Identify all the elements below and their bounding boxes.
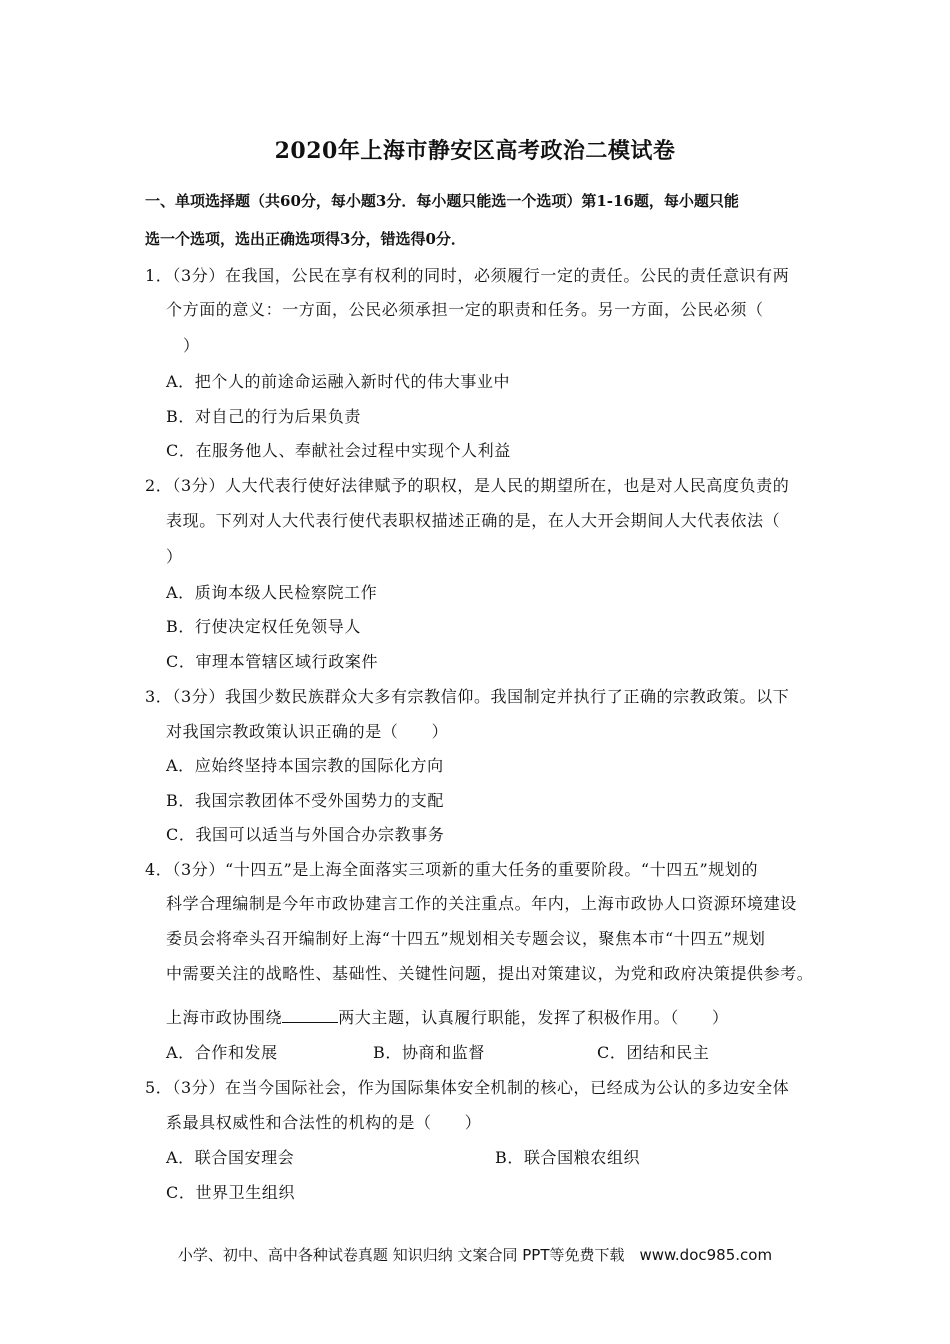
- question-4-option-b: B．协商和监督: [373, 1043, 485, 1062]
- footer-watermark: 小学、初中、高中各种试卷真题 知识归纳 文案合同 PPT等免费下载 www.doc985.com: [177, 1246, 773, 1264]
- section-heading-line-2: 选一个选项，选出正确选项得3分，错选得0分．: [145, 230, 466, 248]
- question-1-line-1: 1．（3分）在我国，公民在享有权利的同时，必须履行一定的责任。公民的责任意识有两: [145, 266, 790, 285]
- question-4-line-2: 科学合理编制是今年市政协建言工作的关注重点。年内，上海市政协人口资源环境建设: [166, 894, 797, 913]
- question-3-option-b: B．我国宗教团体不受外国势力的支配: [166, 791, 444, 810]
- question-4-line-5: [166, 1005, 729, 1028]
- question-5-option-b: B．联合国粮农组织: [495, 1148, 641, 1167]
- question-3-line-1: 3．（3分）我国少数民族群众大多有宗教信仰。我国制定并执行了正确的宗教政策。以下: [145, 687, 790, 706]
- page-title: 2020年上海市静安区高考政治二模试卷: [274, 138, 676, 164]
- question-2-line-3: ）: [166, 547, 183, 566]
- section-heading-line-1: 一、单项选择题（共60分，每小题3分．每小题只能选一个选项）第1-16题，每小题只能: [145, 192, 739, 210]
- question-3-option-c: C．我国可以适当与外国合办宗教事务: [166, 825, 445, 844]
- answer-blank: [282, 1008, 338, 1023]
- question-5-line-2: 系最具权威性和合法性的机构的是（ ）: [166, 1113, 482, 1132]
- question-2-option-a: A．质询本级人民检察院工作: [166, 583, 378, 602]
- question-4-line-1: 4．（3分）“十四五”是上海全面落实三项新的重大任务的重要阶段。“十四五”规划的: [145, 860, 759, 879]
- question-1-option-c: C．在服务他人、奉献社会过程中实现个人利益: [166, 441, 511, 460]
- question-4-line-5-start: 上海市政协围绕: [166, 1008, 283, 1027]
- question-3-option-a: A．应始终坚持本国宗教的国际化方向: [166, 756, 444, 775]
- question-2-option-c: C．审理本管辖区域行政案件: [166, 652, 379, 671]
- question-1-option-a: A．把个人的前途命运融入新时代的伟大事业中: [166, 372, 511, 391]
- question-1-option-b: B．对自己的行为后果负责: [166, 407, 361, 426]
- question-2-option-b: B．行使决定权任免领导人: [166, 617, 361, 636]
- question-4-option-c: C．团结和民主: [597, 1043, 710, 1062]
- question-1-line-2: 个方面的意义：一方面，公民必须承担一定的职责和任务。另一方面，公民必须（: [166, 300, 764, 319]
- question-5-line-1: 5．（3分）在当今国际社会，作为国际集体安全机制的核心，已经成为公认的多边安全体: [145, 1078, 790, 1097]
- question-5-option-a: A．联合国安理会: [166, 1148, 295, 1167]
- question-4-line-4: 中需要关注的战略性、基础性、关键性问题，提出对策建议，为党和政府决策提供参考。: [166, 964, 814, 983]
- question-4-line-3: 委员会将牵头召开编制好上海“十四五”规划相关专题会议，聚焦本市“十四五”规划: [166, 929, 766, 948]
- question-4-line-5-end: 两大主题，认真履行职能，发挥了积极作用。（ ）: [338, 1008, 729, 1027]
- question-4-option-a: A．合作和发展: [166, 1043, 278, 1062]
- question-5-option-c: C．世界卫生组织: [166, 1183, 296, 1202]
- question-1-line-3: ）: [183, 336, 200, 355]
- question-2-line-1: 2．（3分）人大代表行使好法律赋予的职权，是人民的期望所在，也是对人民高度负责的: [145, 476, 790, 495]
- question-2-line-2: 表现。下列对人大代表行使代表职权描述正确的是，在人大开会期间人大代表依法（: [166, 511, 781, 530]
- question-3-line-2: 对我国宗教政策认识正确的是（ ）: [166, 722, 449, 741]
